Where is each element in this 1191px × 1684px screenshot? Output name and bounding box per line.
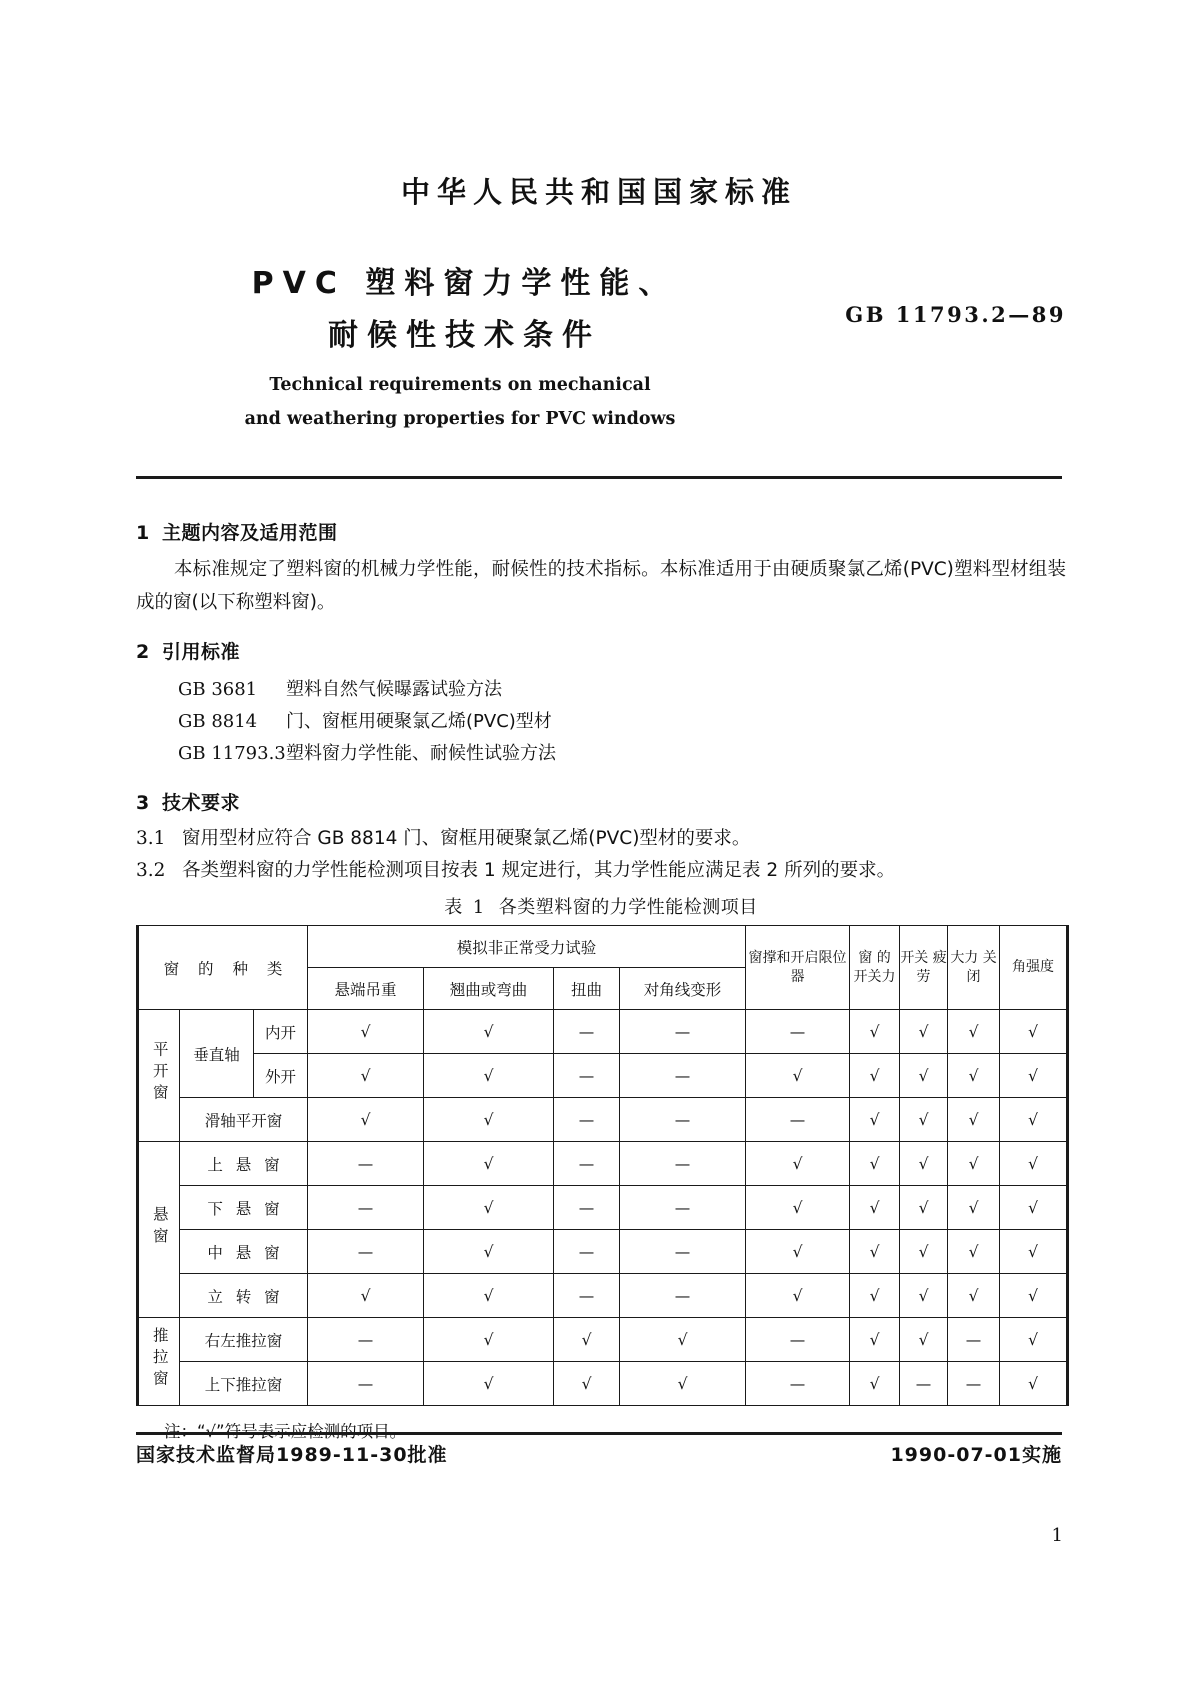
cell: — bbox=[620, 1230, 746, 1274]
section-1-title: 主题内容及适用范围 bbox=[162, 522, 338, 544]
header-forced-close: 大力 关闭 bbox=[948, 926, 1000, 1010]
cell: — bbox=[554, 1098, 620, 1142]
clause-3-1 bbox=[136, 823, 1066, 855]
cell: √ bbox=[900, 1318, 948, 1362]
cell: √ bbox=[1000, 1274, 1068, 1318]
section-2-heading bbox=[136, 637, 1066, 664]
cell: — bbox=[554, 1274, 620, 1318]
header-divider bbox=[136, 476, 1062, 479]
reference-code: GB 11793.3 bbox=[178, 743, 286, 764]
cell: √ bbox=[308, 1274, 424, 1318]
implementation-date: 1990-07-01实施 bbox=[890, 1444, 1062, 1466]
reference-name: 门、窗框用硬聚氯乙烯(PVC)型材 bbox=[286, 711, 552, 732]
cell: — bbox=[746, 1098, 850, 1142]
reference-code: GB 3681 bbox=[178, 679, 258, 700]
row-group-pingkai-label: 平开窗 bbox=[150, 1041, 169, 1106]
cell: √ bbox=[900, 1010, 948, 1054]
cell: √ bbox=[1000, 1362, 1068, 1406]
table-row bbox=[138, 1142, 1068, 1186]
table-row bbox=[138, 1010, 1068, 1054]
cell: √ bbox=[1000, 1054, 1068, 1098]
reference-name: 塑料窗力学性能、耐候性试验方法 bbox=[286, 743, 556, 764]
cell: √ bbox=[1000, 1010, 1068, 1054]
cell: — bbox=[620, 1142, 746, 1186]
cell: — bbox=[746, 1362, 850, 1406]
header-window-type: 窗 的 种 类 bbox=[138, 926, 308, 1010]
cell: √ bbox=[900, 1186, 948, 1230]
section-2-title: 引用标准 bbox=[162, 641, 241, 663]
cell: √ bbox=[554, 1318, 620, 1362]
reference-item bbox=[136, 738, 1066, 770]
row-group-xuan bbox=[138, 1142, 180, 1318]
cell: √ bbox=[1000, 1142, 1068, 1186]
cell: √ bbox=[554, 1362, 620, 1406]
cell: √ bbox=[424, 1186, 554, 1230]
cell: √ bbox=[850, 1010, 900, 1054]
cell: √ bbox=[850, 1186, 900, 1230]
cell: √ bbox=[850, 1230, 900, 1274]
cell: — bbox=[554, 1010, 620, 1054]
cell: √ bbox=[948, 1186, 1000, 1230]
standard-code: GB 11793.2—89 bbox=[845, 302, 1066, 327]
header-sub-hanging-load: 悬端吊重 bbox=[308, 968, 424, 1010]
cell: √ bbox=[746, 1274, 850, 1318]
cell: √ bbox=[850, 1054, 900, 1098]
cell: √ bbox=[948, 1098, 1000, 1142]
row-subgroup-chuizhi: 垂直轴 bbox=[180, 1010, 254, 1098]
cell: √ bbox=[620, 1362, 746, 1406]
reference-name: 塑料自然气候曝露试验方法 bbox=[286, 679, 502, 700]
cell: √ bbox=[900, 1054, 948, 1098]
table-row bbox=[138, 1318, 1068, 1362]
row-name: 上下推拉窗 bbox=[180, 1362, 308, 1406]
cell: √ bbox=[900, 1230, 948, 1274]
cell: √ bbox=[1000, 1098, 1068, 1142]
cell: — bbox=[620, 1054, 746, 1098]
cell: √ bbox=[424, 1230, 554, 1274]
cell: — bbox=[900, 1362, 948, 1406]
cell: √ bbox=[900, 1142, 948, 1186]
header-corner-strength: 角强度 bbox=[1000, 926, 1068, 1010]
cell: — bbox=[308, 1186, 424, 1230]
header-open-force: 窗 的 开关力 bbox=[850, 926, 900, 1010]
section-1-number: 1 bbox=[136, 522, 150, 544]
cell: √ bbox=[850, 1318, 900, 1362]
cell: √ bbox=[948, 1010, 1000, 1054]
header-sub-warp-or-bend: 翘曲或弯曲 bbox=[424, 968, 554, 1010]
table-1-note: 注：“√”符号表示应检测的项目。 bbox=[164, 1422, 407, 1441]
cell: √ bbox=[900, 1098, 948, 1142]
cell: — bbox=[554, 1230, 620, 1274]
cell: √ bbox=[424, 1010, 554, 1054]
row-name: 右左推拉窗 bbox=[180, 1318, 308, 1362]
cell: — bbox=[308, 1142, 424, 1186]
cell: √ bbox=[900, 1274, 948, 1318]
cell: √ bbox=[424, 1274, 554, 1318]
row-name: 立 转 窗 bbox=[180, 1274, 308, 1318]
cell: — bbox=[746, 1010, 850, 1054]
approval-statement: 国家技术监督局1989-11-30批准 bbox=[136, 1444, 448, 1466]
cell: √ bbox=[424, 1362, 554, 1406]
cell: — bbox=[746, 1318, 850, 1362]
cell: √ bbox=[424, 1318, 554, 1362]
national-standard-heading: 中华人民共和国国家标准 bbox=[400, 175, 797, 209]
row-group-tuila bbox=[138, 1318, 180, 1406]
cell: √ bbox=[850, 1098, 900, 1142]
table-1-caption bbox=[136, 893, 1066, 919]
table-row bbox=[138, 1098, 1068, 1142]
clause-3-2-text: 各类塑料窗的力学性能检测项目按表 1 规定进行，其力学性能应满足表 2 所列的要求。 bbox=[182, 860, 896, 881]
title-line-2: 耐候性技术条件 bbox=[328, 318, 601, 353]
cell: √ bbox=[424, 1098, 554, 1142]
cell: √ bbox=[424, 1142, 554, 1186]
reference-item bbox=[136, 674, 1066, 706]
cell: √ bbox=[746, 1186, 850, 1230]
cell: √ bbox=[308, 1010, 424, 1054]
section-2-number: 2 bbox=[136, 641, 150, 663]
cell: — bbox=[308, 1362, 424, 1406]
row-name: 外开 bbox=[254, 1054, 308, 1098]
document-body bbox=[136, 500, 1066, 1442]
row-name: 下 悬 窗 bbox=[180, 1186, 308, 1230]
cell: — bbox=[554, 1142, 620, 1186]
row-name: 内开 bbox=[254, 1010, 308, 1054]
cell: √ bbox=[948, 1054, 1000, 1098]
cell: √ bbox=[948, 1142, 1000, 1186]
section-1-heading bbox=[136, 518, 1066, 545]
section-3-title: 技术要求 bbox=[162, 792, 241, 814]
cell: √ bbox=[308, 1054, 424, 1098]
table-caption-number: 1 bbox=[472, 897, 485, 918]
table-caption-prefix: 表 bbox=[444, 897, 463, 918]
cell: √ bbox=[1000, 1318, 1068, 1362]
table-row bbox=[138, 1274, 1068, 1318]
english-title-line-1: Technical requirements on mechanical bbox=[269, 375, 651, 395]
cell: √ bbox=[746, 1054, 850, 1098]
section-3-number: 3 bbox=[136, 792, 150, 814]
cell: — bbox=[620, 1186, 746, 1230]
clause-3-2-number: 3.2 bbox=[136, 860, 166, 881]
cell: √ bbox=[424, 1054, 554, 1098]
reference-item bbox=[136, 706, 1066, 738]
cell: — bbox=[620, 1274, 746, 1318]
cell: √ bbox=[850, 1142, 900, 1186]
row-group-pingkai bbox=[138, 1010, 180, 1142]
cell: √ bbox=[620, 1318, 746, 1362]
page-number: 1 bbox=[1051, 1525, 1063, 1546]
clause-3-1-text: 窗用型材应符合 GB 8814 门、窗框用硬聚氯乙烯(PVC)型材的要求。 bbox=[182, 828, 751, 849]
cell: √ bbox=[746, 1230, 850, 1274]
table-row bbox=[138, 1362, 1068, 1406]
title-line-1: PVC 塑料窗力学性能、 bbox=[251, 266, 678, 301]
cell: — bbox=[620, 1098, 746, 1142]
table-1-mechanical-test-items bbox=[136, 925, 1069, 1406]
table-row bbox=[138, 1230, 1068, 1274]
cell: √ bbox=[948, 1274, 1000, 1318]
cell: — bbox=[554, 1186, 620, 1230]
document-title bbox=[150, 258, 770, 362]
table-caption-text: 各类塑料窗的力学性能检测项目 bbox=[498, 897, 758, 918]
footer-divider bbox=[136, 1432, 1062, 1435]
table-row bbox=[138, 1054, 1068, 1098]
cell: √ bbox=[1000, 1230, 1068, 1274]
table-header-row-top bbox=[138, 926, 1068, 968]
header-stay-limiter: 窗撑和开启限位器 bbox=[746, 926, 850, 1010]
row-name: 中 悬 窗 bbox=[180, 1230, 308, 1274]
header-sub-diagonal-deformation: 对角线变形 bbox=[620, 968, 746, 1010]
english-title bbox=[150, 368, 770, 436]
cell: √ bbox=[308, 1098, 424, 1142]
header-group-simulated-test: 模拟非正常受力试验 bbox=[308, 926, 746, 968]
row-name: 上 悬 窗 bbox=[180, 1142, 308, 1186]
cell: √ bbox=[850, 1274, 900, 1318]
clause-3-2 bbox=[136, 855, 1066, 887]
english-title-line-2: and weathering properties for PVC windows bbox=[244, 409, 676, 429]
header-switch-fatigue: 开关 疲劳 bbox=[900, 926, 948, 1010]
referenced-standards-list bbox=[136, 674, 1066, 770]
cell: √ bbox=[1000, 1186, 1068, 1230]
cell: — bbox=[948, 1362, 1000, 1406]
cell: √ bbox=[850, 1362, 900, 1406]
row-group-tuila-label: 推拉窗 bbox=[150, 1327, 169, 1392]
section-3-heading bbox=[136, 788, 1066, 815]
masthead bbox=[0, 170, 1191, 211]
clause-3-1-number: 3.1 bbox=[136, 828, 166, 849]
section-1-body: 本标准规定了塑料窗的机械力学性能，耐候性的技术指标。本标准适用于由硬质聚氯乙烯(PVC)塑料型材组装成的窗(以下称塑料窗)。 bbox=[136, 559, 1066, 613]
cell: — bbox=[620, 1010, 746, 1054]
cell: √ bbox=[948, 1230, 1000, 1274]
cell: — bbox=[948, 1318, 1000, 1362]
row-name: 滑轴平开窗 bbox=[180, 1098, 308, 1142]
table-row bbox=[138, 1186, 1068, 1230]
reference-code: GB 8814 bbox=[178, 711, 258, 732]
header-sub-torsion: 扭曲 bbox=[554, 968, 620, 1010]
row-group-xuan-label: 悬窗 bbox=[150, 1206, 169, 1249]
cell: √ bbox=[746, 1142, 850, 1186]
cell: — bbox=[308, 1230, 424, 1274]
cell: — bbox=[308, 1318, 424, 1362]
cell: — bbox=[554, 1054, 620, 1098]
page-footer bbox=[136, 1440, 1062, 1467]
